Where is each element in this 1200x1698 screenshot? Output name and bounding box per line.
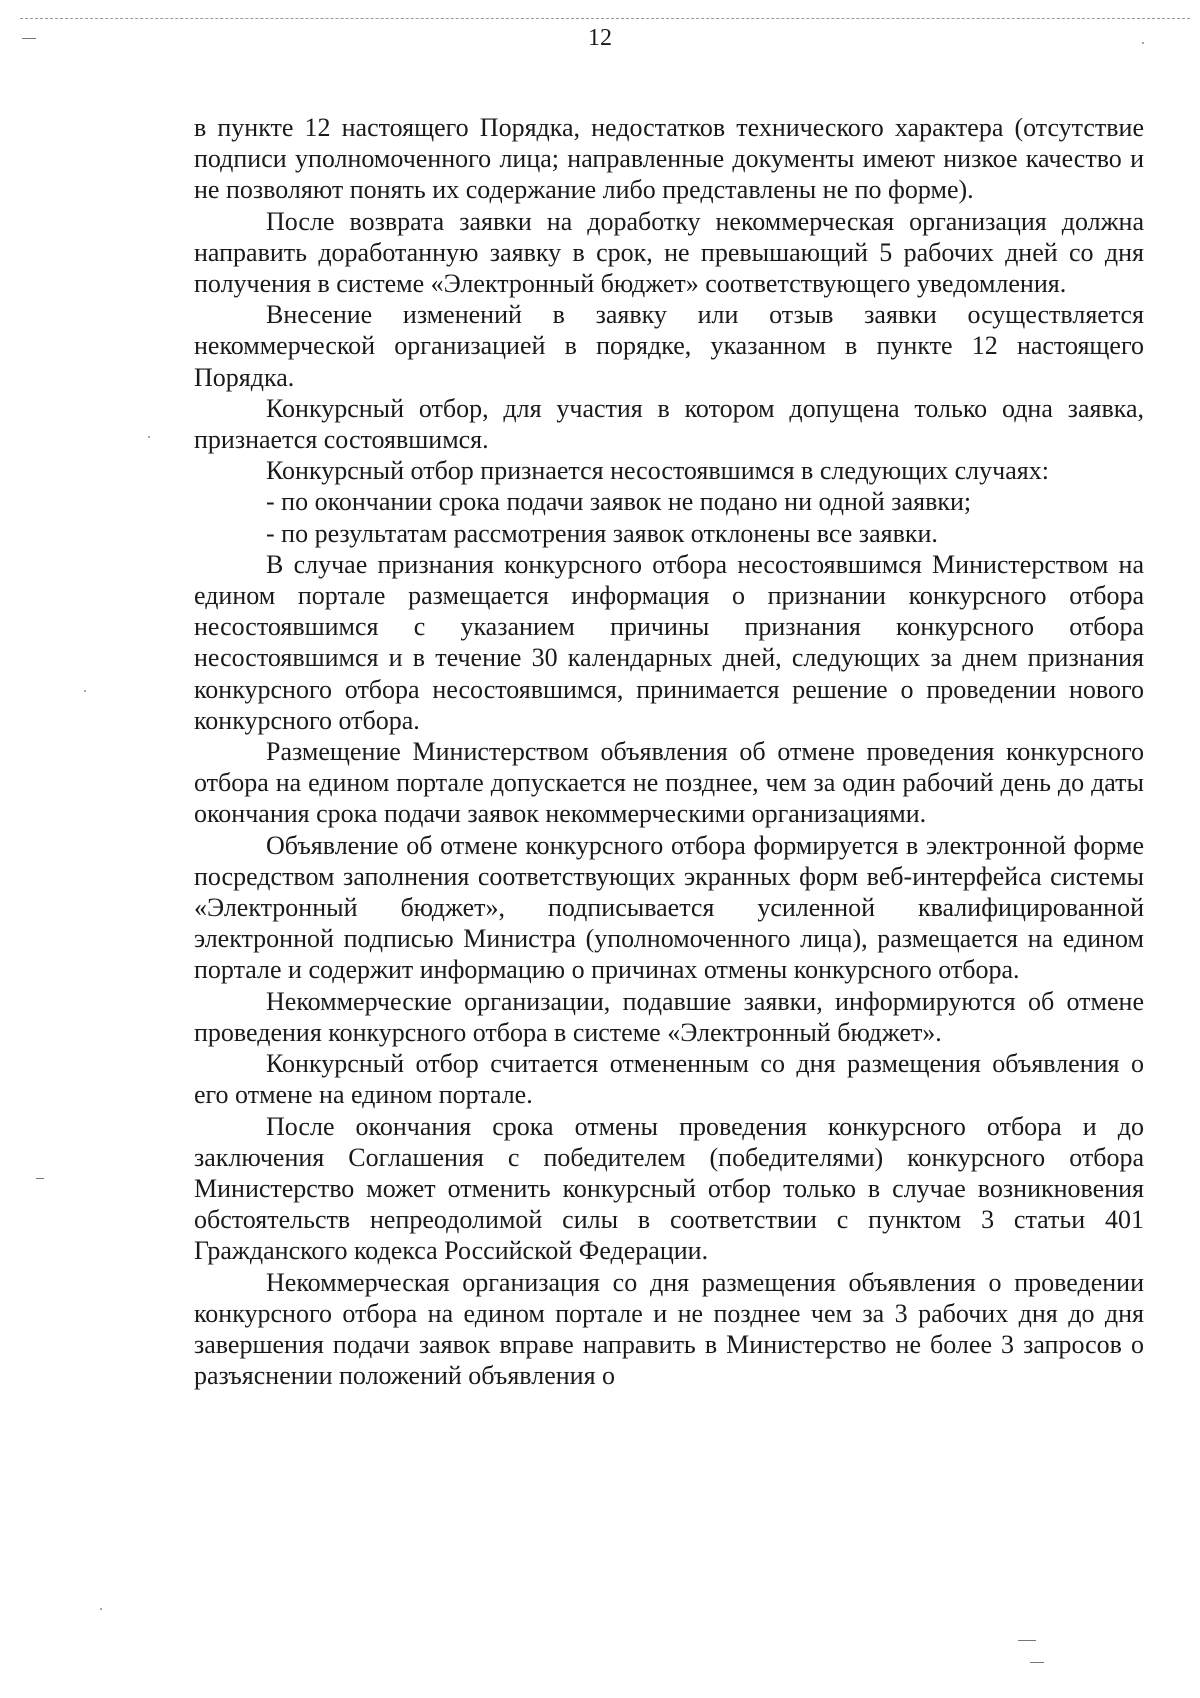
list-item: - по окончании срока подачи заявок не подано ни одной заявки;: [266, 487, 972, 517]
paragraph: Внесение изменений в заявку или отзыв заявки осуществляется некоммерческой организацией в порядке, указанном в пункте 12 настоящего Порядка.: [194, 300, 1144, 392]
paragraph: Объявление об отмене конкурсного отбора формируется в электронной форме посредством заполнения соответствующих экранных форм веб-интерфейса системы «Электронный бюджет», подписывается усиленной квалифицированной электронной подписью Министра (уполномоченного лица), размещается на едином портале и содержит информацию о причинах отмены конкурсного отбора.: [194, 830, 1144, 985]
scan-dot: [84, 690, 86, 692]
scan-mark: [36, 1178, 44, 1179]
scan-dot: [100, 1608, 102, 1610]
scan-dot: [148, 436, 150, 438]
paragraph: После возврата заявки на доработку некоммерческая организация должна направить доработанную заявку в срок, не превышающий 5 рабочих дней со дня получения в системе «Электронный бюджет» соответствующего уведомления.: [194, 206, 1144, 299]
paragraph: Размещение Министерством объявления об отмене проведения конкурсного отбора на едином портале допускается не позднее, чем за один рабочий день до даты окончания срока подачи заявок некоммерческими организациями.: [194, 737, 1144, 829]
scan-top-edge: [20, 18, 1190, 19]
paragraph: После окончания срока отмены проведения конкурсного отбора и до заключения Соглашения с победителем (победителями) конкурсного отбора Министерство может отменить конкурсный отбор только в случае возникновения обстоятельств непреодолимой силы в соответствии с пунктом 3 статьи 401 Гражданского кодекса Российской Федерации.: [194, 1111, 1144, 1266]
paragraph: Конкурсный отбор признается несостоявшимся в следующих случаях:: [266, 456, 1049, 486]
paragraph: в пункте 12 настоящего Порядка, недостатков технического характера (отсутствие подписи уполномоченного лица; направленные документы имеют низкое качество и не позволяют понять их содержание либо представлены не по форме).: [194, 113, 1144, 205]
list-item: - по результатам рассмотрения заявок отклонены все заявки.: [266, 518, 938, 548]
paragraph: Конкурсный отбор считается отмененным со дня размещения объявления о его отмене на едином портале.: [194, 1049, 1144, 1110]
scan-mark: [1018, 1640, 1036, 1641]
document-body: [194, 112, 1144, 1391]
page-number: 12: [588, 25, 612, 51]
paragraph: Некоммерческие организации, подавшие заявки, информируются об отмене проведения конкурсного отбора в системе «Электронный бюджет».: [194, 986, 1144, 1047]
paragraph: В случае признания конкурсного отбора несостоявшимся Министерством на едином портале размещается информация о признании конкурсного отбора несостоявшимся с указанием причины признания конкурсного отбора несостоявшимся и в течение 30 календарных дней, следующих за днем признания конкурсного отбора несостоявшимся, принимается решение о проведении нового конкурсного отбора.: [194, 549, 1144, 735]
paragraph: Некоммерческая организация со дня размещения объявления о проведении конкурсного отбора на едином портале и не позднее чем за 3 рабочих дня до дня завершения подачи заявок вправе направить в Министерство не более 3 запросов о разъяснении положений объявления о: [194, 1267, 1144, 1391]
paragraph: Конкурсный отбор, для участия в котором допущена только одна заявка, признается состоявшимся.: [194, 393, 1144, 455]
scan-mark: [1030, 1662, 1044, 1663]
